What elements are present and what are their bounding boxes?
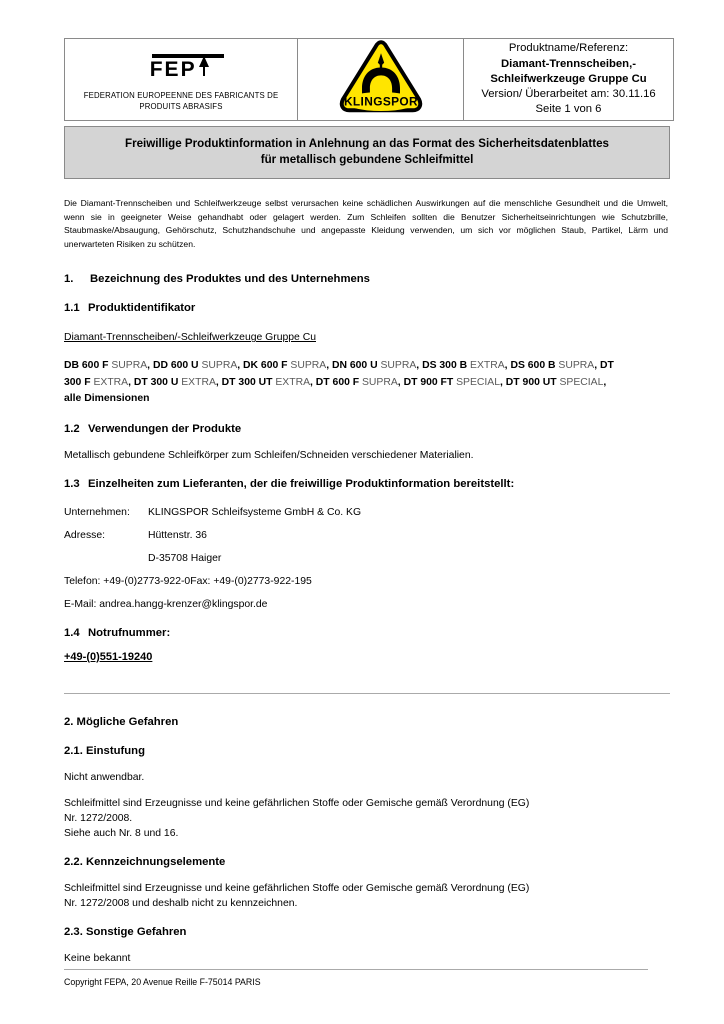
intro-paragraph: Die Diamant-Trennscheiben und Schleifwerkzeuge selbst verursachen keine schädlichen Auswirkungen auf die menschliche Gesundheit und die Umwelt, wenn sie in geeigneter Weise gehandhabt oder gelagert werden. Zum Schleifen sollten die Benutzer Sicherheitseinrichtungen wie Schutzbrille, Staubmaske/Absaugung, Gehörschutz, Schutzhandschuhe und angepasste Kleidung verwenden, um sich vor möglichen Staub, Partikel, Lärm und unerwarteten Risiken zu schützen. [64, 198, 668, 249]
section-2-heading: 2. Mögliche Gefahren [64, 715, 179, 728]
section-1-4-title: Notrufnummer: [88, 626, 171, 639]
product-code: DK 600 F [243, 360, 288, 372]
product-separator: , [397, 376, 404, 388]
section-2-1-text-2 [64, 796, 670, 841]
product-code: DT 900 UT [505, 376, 557, 388]
section-1-3-heading [64, 477, 670, 492]
document-title-banner [64, 126, 670, 179]
product-separator: , [237, 360, 244, 372]
company-label: Unternehmen: [64, 506, 130, 518]
section-1-2-heading [64, 422, 670, 437]
product-separator: , [416, 360, 423, 372]
product-separator: , [147, 360, 153, 372]
footer-copyright: Copyright FEPA, 20 Avenue Reille F-75014 PARIS [64, 977, 261, 987]
banner-line-2: für metallisch gebundene Schleifmittel [260, 153, 474, 166]
address-line-1: Hüttenstr. 36 [148, 529, 207, 541]
klingspor-logo [333, 39, 429, 115]
product-separator: , [326, 360, 332, 372]
product-suffix: EXTRA [90, 376, 129, 388]
product-code: DT 300 UT [221, 376, 273, 388]
product-suffix: SUPRA [108, 360, 148, 372]
product-suffix: SUPRA [198, 360, 238, 372]
section-1-1-number: 1.1 [64, 302, 80, 315]
page-footer [64, 969, 648, 988]
document-header-table [64, 38, 674, 121]
address-label-empty [64, 551, 148, 566]
supplier-contact-block [64, 505, 670, 612]
section-1-number: 1. [64, 273, 74, 286]
product-code: DN 600 U [331, 360, 378, 372]
section-1-2-title: Verwendungen der Produkte [88, 422, 242, 435]
footer-rule [64, 969, 648, 970]
product-separator: , [504, 360, 511, 372]
section-2-1-heading: 2.1. Einstufung [64, 744, 145, 757]
section-1-2-number: 1.2 [64, 422, 80, 435]
section-1-3-title: Einzelheiten zum Lieferanten, der die freiwillige Produktinformation bereitstellt: [88, 477, 515, 490]
product-suffix: SPECIAL [556, 376, 604, 388]
product-separator: , [603, 376, 607, 388]
s22-line-1: Schleifmittel sind Erzeugnisse und keine gefährlichen Stoffe oder Gemische gemäß Verordnung (EG) [64, 882, 530, 894]
section-2-3-heading: 2.3. Sonstige Gefahren [64, 925, 187, 938]
fepa-logo-bar [152, 54, 224, 58]
product-code: DT 300 U [133, 376, 179, 388]
product-code: DB 600 F [64, 360, 109, 372]
product-suffix: EXTRA [467, 360, 505, 372]
banner-line-1: Freiwillige Produktinformation in Anlehnung an das Format des Sicherheitsdatenblattes [125, 137, 609, 150]
section-2-3-text: Keine bekannt [64, 952, 131, 964]
product-name-line1: Diamant-Trennscheiben,- [501, 57, 636, 70]
emergency-phone-number: +49-(0)551-19240 [64, 650, 153, 663]
s21-line-2: Nr. 1272/2008. [64, 812, 133, 824]
product-code-list [64, 358, 624, 408]
phone-value: Telefon: +49-(0)2773-922-0 [64, 575, 191, 587]
product-code: DD 600 U [152, 360, 199, 372]
section-2-1-text-1: Nicht anwendbar. [64, 771, 145, 783]
product-code: DS 600 B [510, 360, 556, 372]
product-suffix: SUPRA [359, 376, 398, 388]
product-separator: , [215, 376, 222, 388]
version-line: Version/ Überarbeitet am: 30.11.16 [481, 88, 656, 101]
brand-logo-cell [298, 39, 464, 121]
address-line-2: D-35708 Haiger [148, 552, 222, 564]
section-1-title: Bezeichnung des Produktes und des Unternehmens [90, 273, 370, 286]
product-separator: , [128, 376, 134, 388]
product-separator: , [310, 376, 316, 388]
section-1-1-heading [64, 301, 670, 316]
product-separator: , [594, 360, 600, 372]
company-row [64, 505, 670, 520]
fepa-arrow-a-icon [197, 59, 213, 80]
product-label: Produktname/Referenz: [508, 42, 629, 55]
fepa-subtitle: FEDERATION EUROPEENNE DES FABRICANTS DE PRODUITS ABRASIFS [83, 90, 279, 111]
klingspor-wordmark: KLINGSPOR [343, 94, 418, 109]
s21-line-1: Schleifmittel sind Erzeugnisse und keine gefährlichen Stoffe oder Gemische gemäß Verordnung (EG) [64, 797, 530, 809]
fax-value: Fax: +49-(0)2773-922-195 [190, 575, 312, 587]
section-1-1-title: Produktidentifikator [88, 302, 196, 315]
email-row: E-Mail: andrea.hangg-krenzer@klingspor.de [64, 598, 268, 610]
product-list-tail: alle Dimensionen [64, 393, 150, 405]
s22-line-2: Nr. 1272/2008 und deshalb nicht zu kennzeichnen. [64, 897, 298, 909]
section-2-2-text [64, 881, 670, 911]
product-code: DT 900 FT [403, 376, 454, 388]
section-1-4-number: 1.4 [64, 626, 80, 639]
product-suffix: SUPRA [555, 360, 595, 372]
section-1-4-heading [64, 626, 670, 641]
product-suffix: EXTRA [178, 376, 216, 388]
section-divider-rule [64, 693, 670, 694]
product-identifier: Diamant-Trennscheiben/-Schleifwerkzeuge Gruppe Cu [64, 332, 316, 344]
product-suffix: SPECIAL [453, 376, 501, 388]
product-code: DS 300 B [422, 360, 468, 372]
product-suffix: SUPRA [377, 360, 417, 372]
section-2-2-heading: 2.2. Kennzeichnungselemente [64, 855, 226, 868]
fepa-cell [65, 39, 298, 121]
klingspor-logo-svg [333, 39, 429, 115]
address-row [64, 528, 670, 543]
phone-fax-row [64, 574, 670, 589]
product-code: DT 300 F [64, 360, 614, 388]
header-row [65, 39, 674, 121]
s21-line-3: Siehe auch Nr. 8 und 16. [64, 827, 179, 839]
page-number-line: Seite 1 von 6 [535, 103, 602, 116]
section-1-2-text: Metallisch gebundene Schleifkörper zum Schleifen/Schneiden verschiedener Materialien. [64, 449, 474, 461]
section-1-3-number: 1.3 [64, 477, 80, 490]
product-meta-cell [464, 39, 674, 121]
product-name-line2: Schleifwerkzeuge Gruppe Cu [490, 72, 647, 85]
section-1-heading [64, 272, 670, 287]
address-label: Adresse: [64, 529, 106, 541]
company-value: KLINGSPOR Schleifsysteme GmbH & Co. KG [148, 506, 362, 518]
fepa-logo-text: FEP [150, 54, 213, 80]
fepa-logo [150, 54, 213, 81]
address-row-2 [64, 551, 670, 566]
product-suffix: EXTRA [272, 376, 311, 388]
product-suffix: SUPRA [287, 360, 327, 372]
product-separator: , [500, 376, 506, 388]
product-code: DT 600 F [315, 376, 360, 388]
